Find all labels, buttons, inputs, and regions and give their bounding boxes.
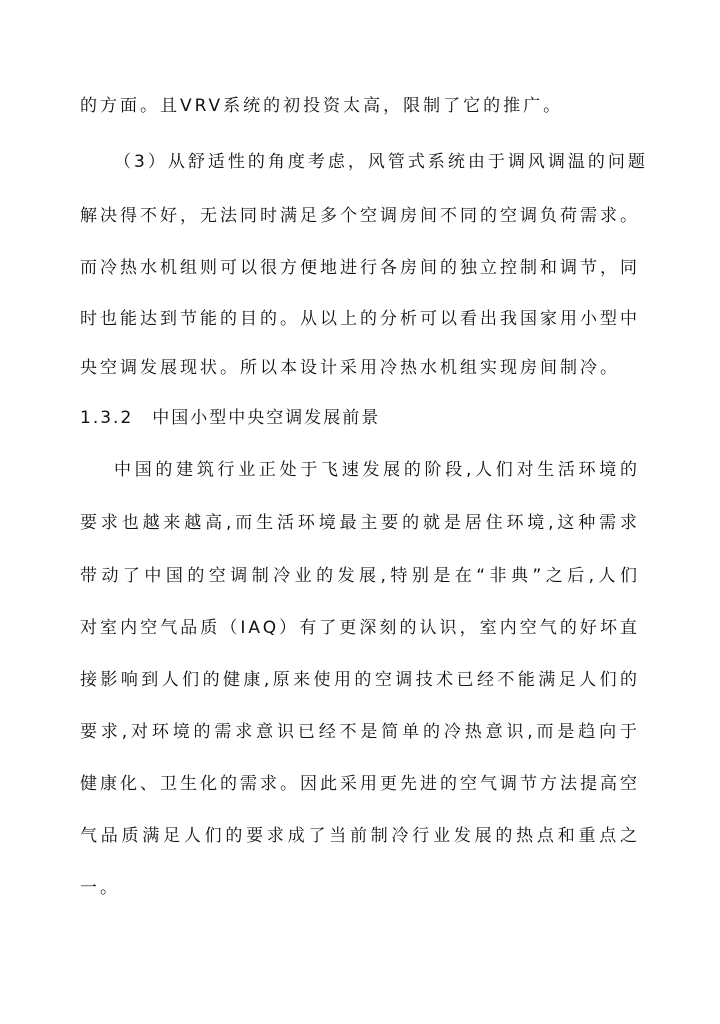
paragraph-line-14: 气品质满足人们的要求成了当前制冷行业发展的热点和重点之 [80,826,640,846]
paragraph-line-12: 要求,对环境的需求意识已经不是简单的冷热意识,而是趋向于 [80,722,640,742]
paragraph-line-5: 时也能达到节能的目的。从以上的分析可以看出我国家用小型中 [80,309,640,329]
paragraph-line-3: 解决得不好，无法同时满足多个空调房间不同的空调负荷需求。 [80,206,640,226]
paragraph-line-6: 央空调发展现状。所以本设计采用冷热水机组实现房间制冷。 [80,358,620,378]
paragraph-line-9: 带动了中国的空调制冷业的发展,特别是在“非典”之后,人们 [80,566,640,586]
paragraph-line-15: 一。 [80,878,120,898]
paragraph-line-10: 对室内空气品质（IAQ）有了更深刻的认识，室内空气的好坏直 [80,618,640,638]
paragraph-line-11: 接影响到人们的健康,原来使用的空调技术已经不能满足人们的 [80,670,640,690]
paragraph-line-1: 的方面。且VRV系统的初投资太高，限制了它的推广。 [80,96,564,116]
paragraph-line-4: 而冷热水机组则可以很方便地进行各房间的独立控制和调节，同 [80,258,640,278]
paragraph-line-7: 中国的建筑行业正处于飞速发展的阶段,人们对生活环境的 [114,460,640,480]
paragraph-line-2: （3）从舒适性的角度考虑，风管式系统由于调风调温的问题 [114,152,648,172]
paragraph-line-8: 要求也越来越高,而生活环境最主要的就是居住环境,这种需求 [80,513,640,533]
section-heading: 1.3.2 中国小型中央空调发展前景 [80,408,381,428]
paragraph-line-13: 健康化、卫生化的需求。因此采用更先进的空气调节方法提高空 [80,774,640,794]
